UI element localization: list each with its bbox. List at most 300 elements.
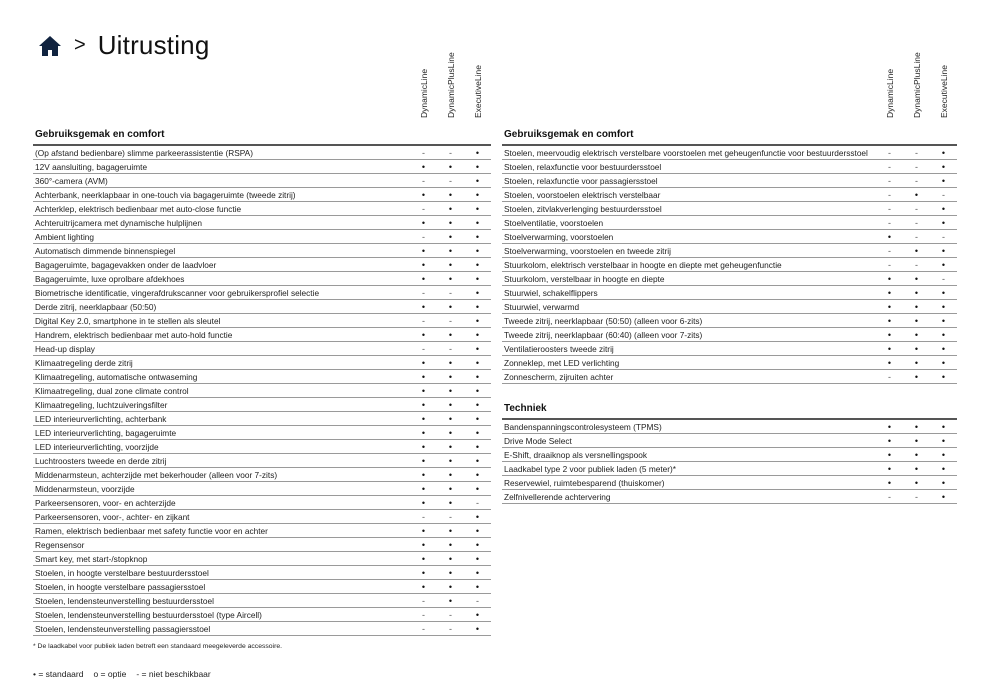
value-dynamicline: - [888,491,891,502]
value-dynamicline: • [421,189,426,200]
value-dynamicline: • [887,357,892,368]
value-dynamicplusline: • [448,427,453,438]
column-header-executiveline: ExecutiveLine [939,65,949,118]
value-executiveline: • [475,581,480,592]
value-executiveline: • [475,483,480,494]
value-dynamicline: • [887,231,892,242]
table-row [33,230,491,244]
value-executiveline: • [941,435,946,446]
value-executiveline: • [941,301,946,312]
value-dynamicplusline: - [449,287,452,298]
value-dynamicplusline: - [915,259,918,270]
table-row [33,384,491,398]
table-row [33,202,491,216]
column-header-dynamicplusline: DynamicPlusLine [446,52,456,118]
table-row [33,412,491,426]
value-dynamicline: • [421,483,426,494]
feature-label: Automatisch dimmende binnenspiegel [35,245,176,256]
value-dynamicline: - [888,217,891,228]
feature-label: LED interieurverlichting, voorzijde [35,441,159,452]
feature-label: Stoelen, relaxfunctie voor passagiersstoel [504,175,658,186]
value-dynamicplusline: • [914,273,919,284]
table-row [33,622,491,636]
value-dynamicline: • [421,273,426,284]
table-row [33,510,491,524]
table-row [502,462,957,476]
value-dynamicplusline: • [448,441,453,452]
value-dynamicline: - [888,189,891,200]
value-executiveline: • [941,477,946,488]
feature-label: Middenarmsteun, achterzijde met bekerhouder (alleen voor 7-zits) [35,469,278,480]
value-dynamicline: - [422,175,425,186]
value-dynamicplusline: • [914,189,919,200]
value-dynamicline: - [888,259,891,270]
value-dynamicline: • [421,371,426,382]
value-executiveline: • [941,245,946,256]
value-dynamicplusline: - [915,231,918,242]
table-row [502,230,957,244]
column-header-dynamicplusline: DynamicPlusLine [912,52,922,118]
legend-not-available: - = niet beschikbaar [136,669,211,679]
table-row [33,524,491,538]
value-dynamicplusline: - [449,343,452,354]
column-header-dynamicline: DynamicLine [419,68,429,118]
value-dynamicplusline: • [448,273,453,284]
value-dynamicplusline: - [915,161,918,172]
feature-label: Tweede zitrij, neerklapbaar (50:50) (alleen voor 6-zits) [504,315,703,326]
legend-standard: • = standaard [33,669,84,679]
value-dynamicplusline: - [449,147,452,158]
footnote: * De laadkabel voor publiek laden betreft een standaard meegeleverde accessoire. [33,643,282,650]
table-row [502,258,957,272]
value-executiveline: - [476,497,479,508]
value-dynamicline: - [422,595,425,606]
value-executiveline: • [475,343,480,354]
value-dynamicplusline: - [449,623,452,634]
feature-label: Stuurkolom, verstelbaar in hoogte en diepte [504,273,665,284]
table-row [502,286,957,300]
table-row [33,426,491,440]
value-executiveline: • [475,525,480,536]
value-dynamicline: - [422,623,425,634]
value-dynamicline: • [887,273,892,284]
value-executiveline: • [475,231,480,242]
value-dynamicplusline: • [448,483,453,494]
value-dynamicline: • [421,497,426,508]
table-row [33,552,491,566]
value-dynamicline: • [887,421,892,432]
value-executiveline: • [475,609,480,620]
table-row [502,202,957,216]
value-executiveline: • [941,449,946,460]
feature-label: Stoelen, lendensteunverstelling bestuurdersstoel [35,595,214,606]
feature-label: Stoelventilatie, voorstoelen [504,217,604,228]
value-dynamicline: • [421,427,426,438]
value-executiveline: • [941,315,946,326]
value-dynamicline: • [421,469,426,480]
table-row [502,160,957,174]
feature-label: Stuurwiel, verwarmd [504,301,580,312]
feature-label: 360°-camera (AVM) [35,175,108,186]
feature-label: Head-up display [35,343,95,354]
value-executiveline: • [941,329,946,340]
feature-label: Parkeersensoren, voor-, achter- en zijkant [35,511,190,522]
value-dynamicplusline: • [914,343,919,354]
feature-label: Biometrische identificatie, vingerafdrukscanner voor gebruikersprofiel selectie [35,287,320,298]
feature-label: E-Shift, draaiknop als versnellingspook [504,449,647,460]
feature-label: LED interieurverlichting, achterbank [35,413,167,424]
value-dynamicplusline: • [448,497,453,508]
value-dynamicline: • [421,301,426,312]
feature-label: Klimaatregeling, luchtzuiveringsfilter [35,399,168,410]
value-dynamicline: - [422,147,425,158]
value-executiveline: • [475,539,480,550]
value-dynamicplusline: - [449,175,452,186]
value-executiveline: • [475,301,480,312]
feature-label: Ramen, elektrisch bedienbaar met safety functie voor en achter [35,525,268,536]
value-executiveline: • [475,469,480,480]
value-executiveline: - [476,595,479,606]
value-dynamicplusline: - [915,217,918,228]
value-executiveline: • [475,511,480,522]
section-title-techniek: Techniek [504,403,547,414]
table-row [33,370,491,384]
value-dynamicplusline: • [914,463,919,474]
value-dynamicplusline: • [448,189,453,200]
table-row [502,356,957,370]
value-dynamicplusline: - [915,491,918,502]
value-dynamicline: - [888,161,891,172]
feature-label: Stoelen, in hoogte verstelbare bestuurdersstoel [35,567,209,578]
value-executiveline: - [942,189,945,200]
table-row [502,434,957,448]
value-dynamicplusline: • [448,329,453,340]
value-dynamicline: • [421,329,426,340]
value-executiveline: • [941,259,946,270]
value-dynamicplusline: • [448,553,453,564]
table-row [502,272,957,286]
value-dynamicplusline: • [448,357,453,368]
feature-label: Stoelen, zitvlakverlenging bestuurdersstoel [504,203,662,214]
value-dynamicplusline: • [448,245,453,256]
value-dynamicline: • [421,441,426,452]
feature-label: Handrem, elektrisch bedienbaar met auto-hold functie [35,329,233,340]
table-row [502,448,957,462]
table-row [33,594,491,608]
value-dynamicplusline: • [448,231,453,242]
value-dynamicline: - [888,371,891,382]
table-row [33,300,491,314]
value-dynamicline: • [887,463,892,474]
table-row [33,482,491,496]
value-dynamicplusline: • [448,595,453,606]
value-dynamicline: - [422,511,425,522]
value-dynamicline: • [421,259,426,270]
value-dynamicplusline: • [914,371,919,382]
value-executiveline: • [941,203,946,214]
feature-label: Parkeersensoren, voor- en achterzijde [35,497,176,508]
value-dynamicplusline: - [449,609,452,620]
value-dynamicplusline: • [914,477,919,488]
feature-label: Ambient lighting [35,231,95,242]
feature-label: Middenarmsteun, voorzijde [35,483,135,494]
value-dynamicline: - [422,287,425,298]
value-dynamicline: - [888,245,891,256]
table-row [33,160,491,174]
value-executiveline: • [941,287,946,298]
feature-label: Stoelen, in hoogte verstelbare passagiersstoel [35,581,206,592]
legend-option: o = optie [93,669,127,679]
value-dynamicline: • [421,245,426,256]
feature-label: Derde zitrij, neerklapbaar (50:50) [35,301,157,312]
value-executiveline: • [475,147,480,158]
value-dynamicplusline: • [448,539,453,550]
feature-label: Zonneklep, met LED verlichting [504,357,620,368]
value-executiveline: • [475,357,480,368]
value-dynamicplusline: - [449,511,452,522]
feature-label: (Op afstand bedienbare) slimme parkeerassistentie (RSPA) [35,147,253,158]
value-executiveline: • [475,175,480,186]
feature-label: Stoelen, lendensteunverstelling bestuurdersstoel (type Aircell) [35,609,262,620]
feature-label: Stoelverwarming, voorstoelen en tweede zitrij [504,245,671,256]
value-executiveline: - [942,231,945,242]
value-dynamicline: • [421,539,426,550]
value-dynamicline: • [421,399,426,410]
table-row [502,370,957,384]
value-dynamicline: - [888,203,891,214]
table-row [502,314,957,328]
value-executiveline: • [475,427,480,438]
value-executiveline: • [941,421,946,432]
value-dynamicplusline: • [448,581,453,592]
feature-label: Stuurkolom, elektrisch verstelbaar in hoogte en diepte met geheugenfunctie [504,259,782,270]
legend [33,669,211,679]
value-dynamicline: • [887,477,892,488]
value-dynamicline: - [888,147,891,158]
value-dynamicplusline: - [915,203,918,214]
column-header-dynamicline: DynamicLine [885,68,895,118]
value-dynamicplusline: - [449,315,452,326]
column-headers [33,40,491,126]
value-dynamicline: • [887,315,892,326]
page-title: Uitrusting [97,30,210,60]
value-executiveline: • [475,287,480,298]
table-row [33,566,491,580]
feature-label: Luchtroosters tweede en derde zitrij [35,455,167,466]
value-executiveline: • [941,161,946,172]
feature-label: Stoelverwarming, voorstoelen [504,231,614,242]
table-row [33,314,491,328]
table-row [33,496,491,510]
column-headers [502,40,957,126]
table-row [33,174,491,188]
value-dynamicline: • [421,217,426,228]
value-executiveline: • [475,273,480,284]
value-dynamicline: • [887,301,892,312]
table-body [33,146,491,636]
table-row [502,420,957,434]
value-dynamicline: • [421,385,426,396]
feature-label: Laadkabel type 2 voor publiek laden (5 meter)* [504,463,677,474]
left-table [33,40,491,636]
feature-label: Drive Mode Select [504,435,572,446]
table-row [502,490,957,504]
value-executiveline: • [475,161,480,172]
feature-label: Achteruitrijcamera met dynamische hulplijnen [35,217,202,228]
value-dynamicline: - [422,203,425,214]
feature-label: Stuurwiel, schakelflippers [504,287,598,298]
value-dynamicplusline: • [914,315,919,326]
feature-label: Bagageruimte, luxe oprolbare afdekhoes [35,273,185,284]
feature-label: Regensensor [35,539,85,550]
feature-label: Klimaatregeling derde zitrij [35,357,133,368]
table-body-techniek [502,420,957,504]
table-body [502,146,957,384]
value-dynamicplusline: • [448,399,453,410]
table-row [33,244,491,258]
value-dynamicplusline: • [914,329,919,340]
value-executiveline: • [475,623,480,634]
table-row [33,286,491,300]
value-dynamicline: • [421,525,426,536]
value-executiveline: • [475,413,480,424]
value-executiveline: • [475,203,480,214]
feature-label: Zelfnivellerende achtervering [504,491,611,502]
feature-label: Bandenspanningscontrolesysteem (TPMS) [504,421,662,432]
feature-label: Stoelen, voorstoelen elektrisch verstelbaar [504,189,661,200]
value-dynamicplusline: • [914,421,919,432]
value-dynamicline: - [422,231,425,242]
feature-label: Smart key, met start-/stopknop [35,553,148,564]
table-row [502,476,957,490]
value-dynamicline: • [421,455,426,466]
value-executiveline: • [941,357,946,368]
value-dynamicplusline: • [448,259,453,270]
value-dynamicline: - [888,175,891,186]
table-row [33,258,491,272]
value-dynamicplusline: • [448,161,453,172]
feature-label: Digital Key 2.0, smartphone in te stellen als sleutel [35,315,221,326]
column-header-executiveline: ExecutiveLine [473,65,483,118]
value-dynamicline: - [422,609,425,620]
table-row [33,538,491,552]
feature-label: Achterbank, neerklapbaar in one-touch via bagageruimte (tweede zitrij) [35,189,296,200]
value-dynamicline: • [887,329,892,340]
table-row [502,300,957,314]
value-dynamicplusline: • [914,301,919,312]
feature-label: LED interieurverlichting, bagageruimte [35,427,177,438]
value-dynamicline: • [421,581,426,592]
value-dynamicline: • [887,287,892,298]
value-dynamicplusline: - [915,147,918,158]
value-dynamicplusline: • [914,449,919,460]
value-executiveline: • [475,315,480,326]
feature-label: Ventilatieroosters tweede zitrij [504,343,614,354]
value-dynamicplusline: - [915,175,918,186]
value-dynamicline: - [422,343,425,354]
table-row [33,342,491,356]
value-executiveline: • [941,463,946,474]
table-row [502,244,957,258]
value-dynamicplusline: • [448,203,453,214]
value-executiveline: • [475,441,480,452]
value-dynamicline: • [887,449,892,460]
value-executiveline: - [942,273,945,284]
value-dynamicline: • [887,343,892,354]
value-executiveline: • [941,147,946,158]
table-row [502,174,957,188]
value-executiveline: • [941,491,946,502]
section-title: Gebruiksgemak en comfort [35,129,165,140]
value-dynamicplusline: • [448,525,453,536]
table-row [33,440,491,454]
value-dynamicplusline: • [448,371,453,382]
feature-label: Tweede zitrij, neerklapbaar (60:40) (alleen voor 7-zits) [504,329,703,340]
table-row [33,328,491,342]
value-dynamicplusline: • [448,567,453,578]
right-table [502,40,957,504]
value-executiveline: • [941,343,946,354]
value-dynamicplusline: • [914,357,919,368]
value-executiveline: • [475,259,480,270]
value-dynamicline: • [421,567,426,578]
feature-label: Klimaatregeling, automatische ontwaseming [35,371,198,382]
value-executiveline: • [475,385,480,396]
value-dynamicline: - [422,315,425,326]
value-dynamicplusline: • [448,469,453,480]
table-row [33,216,491,230]
value-executiveline: • [475,189,480,200]
table-row [33,356,491,370]
value-executiveline: • [475,245,480,256]
value-executiveline: • [475,455,480,466]
value-dynamicplusline: • [448,217,453,228]
table-row [33,188,491,202]
table-row [502,328,957,342]
value-executiveline: • [475,371,480,382]
table-row [33,608,491,622]
table-row [33,398,491,412]
section-title: Gebruiksgemak en comfort [504,129,634,140]
value-dynamicplusline: • [448,301,453,312]
feature-label: Klimaatregeling, dual zone climate control [35,385,189,396]
value-executiveline: • [475,399,480,410]
feature-label: Bagageruimte, bagagevakken onder de laadvloer [35,259,217,270]
breadcrumb-separator: > [74,34,86,56]
table-row [33,146,491,160]
feature-label: Stoelen, relaxfunctie voor bestuurdersstoel [504,161,662,172]
value-dynamicline: • [421,161,426,172]
value-executiveline: • [941,217,946,228]
value-executiveline: • [941,371,946,382]
value-dynamicplusline: • [914,245,919,256]
value-executiveline: • [941,175,946,186]
table-row [502,146,957,160]
table-row [33,468,491,482]
feature-label: Stoelen, meervoudig elektrisch verstelbare voorstoelen met geheugenfunctie voor bestuurdersstoel [504,147,868,158]
value-dynamicplusline: • [448,455,453,466]
value-executiveline: • [475,329,480,340]
table-row [502,342,957,356]
value-executiveline: • [475,217,480,228]
feature-label: 12V aansluiting, bagageruimte [35,161,148,172]
value-dynamicline: • [421,357,426,368]
value-dynamicline: • [421,553,426,564]
feature-label: Achterklep, elektrisch bedienbaar met auto-close functie [35,203,242,214]
value-dynamicplusline: • [448,385,453,396]
feature-label: Stoelen, lendensteunverstelling passagiersstoel [35,623,211,634]
value-dynamicline: • [887,435,892,446]
